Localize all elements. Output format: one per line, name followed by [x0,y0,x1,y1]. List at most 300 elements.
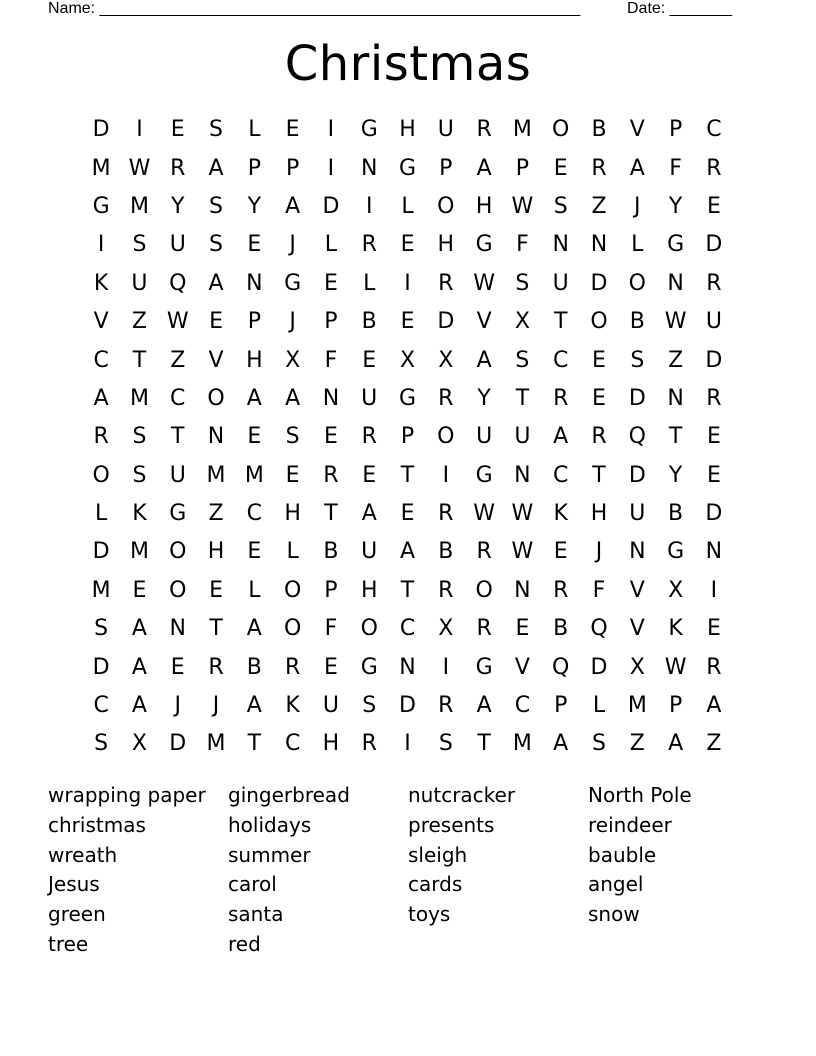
word-list-item: snow [588,902,640,927]
word-list-item: carol [228,872,277,897]
grid-letter: O [360,616,378,642]
grid-letter: R [323,462,339,488]
grid-letter: U [705,309,722,335]
grid-letter: N [399,654,416,680]
grid-letter: E [553,539,568,565]
grid-letter: Z [170,347,186,373]
grid-letter: R [438,385,454,411]
grid-letter: Q [590,616,608,642]
grid-row [82,418,733,456]
grid-letter: C [553,462,569,488]
grid-letter: N [667,270,684,296]
grid-letter: A [706,693,722,719]
grid-row [82,341,733,379]
grid-letter: X [131,731,147,757]
grid-letter: Y [477,385,491,411]
grid-letter: R [438,501,454,527]
grid-letter: U [361,539,378,565]
grid-row [82,572,733,610]
grid-letter: L [363,270,376,296]
grid-letter: E [706,193,721,219]
grid-letter: R [553,385,569,411]
grid-row [82,533,733,571]
grid-letter: M [627,693,647,719]
grid-letter: O [437,424,455,450]
grid-letter: O [437,193,455,219]
grid-letter: T [247,731,262,757]
grid-letter: Q [552,654,570,680]
word-list-item: gingerbread [228,783,350,807]
grid-letter: R [706,155,722,181]
grid-letter: H [399,117,416,143]
grid-letter: O [169,539,187,565]
grid-letter: D [590,654,608,680]
grid-letter: J [289,232,296,258]
page-title: Christmas [284,36,532,92]
grid-letter: P [554,693,568,719]
grid-letter: O [283,616,302,642]
grid-letter: T [209,616,223,642]
word-list-item: tree [48,931,89,956]
grid-letter: R [476,616,492,642]
grid-letter: X [399,347,416,373]
grid-letter: T [324,501,338,527]
word-list-item: summer [228,842,311,867]
grid-letter: R [170,155,186,181]
grid-letter: K [93,270,109,296]
grid-letter: D [628,462,646,488]
grid-letter: J [634,193,641,219]
grid-letter: F [324,347,338,373]
grid-letter: B [438,539,454,565]
grid-letter: H [207,539,225,565]
grid-letter: H [246,347,263,373]
grid-letter: F [669,155,682,181]
grid-letter: B [361,309,377,335]
grid-letter: A [361,501,377,527]
grid-letter: U [629,501,646,527]
grid-letter: N [322,385,340,411]
grid-letter: R [476,117,492,143]
grid-letter: S [94,616,109,642]
grid-letter: D [92,654,110,680]
grid-letter: W [128,155,151,181]
grid-letter: E [323,424,338,450]
grid-letter: P [515,155,530,181]
grid-letter: T [592,462,606,488]
date-field[interactable]: Date: _______ [627,0,732,17]
grid-letter: B [668,501,684,527]
grid-letter: S [362,693,377,719]
grid-row [82,380,733,418]
grid-letter: R [361,232,377,258]
grid-letter: Y [668,462,683,488]
grid-letter: D [169,731,187,757]
grid-letter: U [514,424,531,450]
grid-letter: R [93,424,109,450]
grid-letter: S [630,347,645,373]
word-list-item: green [48,902,106,927]
grid-letter: J [174,693,181,719]
grid-letter: G [475,462,493,488]
grid-letter: M [512,117,532,143]
word-list-item: wreath [48,842,118,867]
grid-letter: P [668,117,683,143]
grid-row [82,111,733,149]
grid-row [82,303,733,341]
grid-row [82,188,733,226]
grid-letter: P [285,155,300,181]
word-list-item: christmas [48,812,146,837]
grid-letter: G [667,232,685,258]
grid-letter: R [553,577,569,603]
grid-letter: R [361,731,377,757]
grid-letter: D [437,309,455,335]
grid-letter: S [132,232,147,258]
grid-letter: D [399,693,416,719]
grid-row [82,149,733,187]
grid-letter: M [129,539,149,565]
grid-letter: E [400,232,415,258]
name-date-header [48,0,748,20]
letter-grid [82,111,733,764]
grid-letter: J [289,309,296,335]
grid-letter: L [324,232,338,258]
grid-letter: E [362,347,377,373]
grid-letter: Y [247,193,262,219]
grid-letter: A [285,193,301,219]
grid-letter: O [475,577,493,603]
grid-letter: N [360,155,378,181]
grid-letter: L [401,193,414,219]
word-list-item: presents [408,812,495,837]
grid-letter: M [91,577,111,603]
grid-letter: A [131,693,147,719]
grid-letter: S [132,424,147,450]
grid-letter: O [283,577,302,603]
grid-letter: I [327,117,335,143]
grid-letter: V [93,309,109,335]
grid-letter: A [553,424,569,450]
grid-letter: D [628,385,646,411]
grid-letter: W [664,654,687,680]
grid-letter: M [206,731,226,757]
grid-letter: N [514,462,531,488]
grid-letter: A [476,347,492,373]
grid-letter: O [207,385,225,411]
grid-letter: I [97,232,105,258]
grid-letter: N [705,539,723,565]
word-list-item: holidays [228,812,312,837]
grid-letter: R [438,577,454,603]
grid-letter: N [207,424,225,450]
grid-letter: T [400,462,415,488]
grid-letter: V [629,117,645,143]
grid-letter: E [706,424,721,450]
grid-row [82,610,733,648]
grid-row [82,265,733,303]
grid-letter: C [514,693,531,719]
grid-letter: F [516,232,529,258]
grid-letter: C [706,117,722,143]
grid-letter: W [473,501,495,527]
grid-letter: G [360,117,378,143]
grid-letter: S [515,347,530,373]
grid-letter: S [553,193,568,219]
grid-letter: S [209,193,224,219]
grid-letter: X [438,347,454,373]
grid-letter: M [206,462,226,488]
grid-letter: L [248,577,261,603]
word-list-item: bauble [588,842,657,867]
word-list-item: red [228,931,261,956]
grid-letter: E [247,232,262,258]
grid-letter: C [246,501,263,527]
grid-letter: W [511,193,534,219]
grid-letter: R [438,693,454,719]
grid-letter: U [437,117,454,143]
grid-letter: E [170,117,185,143]
grid-letter: E [706,616,721,642]
grid-letter: S [209,232,224,258]
grid-letter: P [324,309,338,335]
word-list-item: cards [408,872,463,897]
grid-letter: U [169,232,186,258]
grid-row [82,457,733,495]
grid-letter: E [400,501,415,527]
grid-letter: I [404,270,411,296]
grid-letter: C [93,347,109,373]
grid-letter: N [552,232,569,258]
grid-letter: T [553,309,568,335]
grid-letter: E [515,616,530,642]
grid-letter: A [476,155,492,181]
grid-letter: W [511,539,534,565]
grid-row [82,648,733,686]
grid-letter: P [668,693,683,719]
grid-letter: B [553,616,569,642]
grid-letter: C [553,347,569,373]
word-list-item: wrapping paper [48,783,206,807]
grid-letter: Q [169,270,187,296]
grid-letter: D [705,501,723,527]
grid-letter: S [592,731,606,757]
grid-letter: W [511,501,534,527]
grid-letter: G [475,232,493,258]
grid-letter: N [514,577,531,603]
grid-letter: N [667,385,684,411]
grid-letter: U [322,693,339,719]
grid-letter: A [399,539,416,565]
grid-letter: C [284,731,301,757]
grid-letter: D [590,270,608,296]
grid-letter: G [360,654,378,680]
grid-letter: E [247,424,262,450]
grid-letter: A [208,155,224,181]
grid-letter: I [327,155,335,181]
grid-letter: G [92,193,110,219]
grid-letter: T [668,424,683,450]
grid-letter: Z [591,193,607,219]
grid-letter: A [131,616,147,642]
grid-letter: M [129,193,149,219]
grid-letter: Z [629,731,645,757]
grid-letter: T [477,731,491,757]
grid-letter: G [284,270,302,296]
grid-letter: A [553,731,569,757]
grid-letter: H [360,577,378,603]
grid-letter: H [284,501,301,527]
grid-letter: U [552,270,569,296]
grid-letter: R [706,270,722,296]
grid-letter: E [400,309,415,335]
grid-letter: A [668,731,684,757]
grid-letter: A [476,693,492,719]
grid-letter: U [131,270,148,296]
grid-letter: R [361,424,377,450]
grid-letter: N [590,232,608,258]
grid-letter: Y [171,193,185,219]
grid-letter: V [514,654,530,680]
name-field[interactable]: Name: ______________________________________________________ [48,0,581,17]
word-list-item: North Pole [588,783,692,807]
grid-letter: X [514,309,530,335]
grid-letter: Z [668,347,684,373]
grid-letter: R [706,385,722,411]
grid-letter: E [323,270,338,296]
grid-row [82,725,733,763]
grid-letter: U [169,462,186,488]
grid-letter: S [515,270,530,296]
grid-letter: U [361,385,378,411]
grid-letter: Z [208,501,224,527]
grid-letter: D [705,347,723,373]
grid-letter: B [323,539,339,565]
grid-letter: G [398,385,417,411]
grid-letter: E [209,309,223,335]
grid-letter: G [475,654,493,680]
word-list-item: Jesus [48,872,100,897]
grid-letter: E [247,539,262,565]
grid-letter: Q [628,424,646,450]
grid-letter: E [553,155,568,181]
grid-letter: J [595,539,603,565]
grid-letter: Z [706,731,722,757]
grid-letter: C [399,616,416,642]
grid-letter: M [129,385,149,411]
grid-row [82,495,733,533]
grid-letter: C [93,693,109,719]
grid-letter: O [628,270,646,296]
grid-row [82,226,733,264]
grid-letter: E [285,117,300,143]
grid-letter: H [590,501,608,527]
grid-letter: R [208,654,224,680]
grid-letter: S [94,731,109,757]
grid-letter: P [247,155,261,181]
grid-letter: M [512,731,532,757]
grid-letter: B [591,117,607,143]
grid-letter: T [132,347,147,373]
grid-letter: I [136,117,143,143]
grid-letter: R [706,654,722,680]
grid-letter: D [92,117,110,143]
grid-letter: W [664,309,687,335]
grid-letter: I [442,654,450,680]
grid-letter: H [437,232,455,258]
grid-letter: G [169,501,187,527]
grid-letter: U [476,424,493,450]
grid-letter: H [475,193,493,219]
grid-letter: X [285,347,301,373]
grid-letter: V [629,577,645,603]
grid-letter: P [247,309,261,335]
word-list-item: reindeer [588,812,672,837]
grid-letter: A [629,155,645,181]
grid-letter: M [91,155,111,181]
grid-letter: I [404,731,411,757]
word-list-item: nutcracker [408,783,516,807]
grid-letter: W [166,309,189,335]
grid-letter: A [93,385,109,411]
grid-letter: N [629,539,646,565]
grid-letter: E [362,462,377,488]
grid-letter: P [439,155,453,181]
grid-letter: K [553,501,568,527]
grid-letter: V [476,309,492,335]
grid-letter: D [92,539,110,565]
grid-letter: L [248,117,261,143]
grid-letter: R [591,155,607,181]
grid-letter: P [324,577,338,603]
word-list-item: sleigh [408,842,468,867]
word-list [48,781,768,960]
grid-letter: W [473,270,495,296]
grid-letter: K [132,501,147,527]
grid-letter: O [552,117,570,143]
grid-letter: V [629,616,645,642]
grid-letter: F [592,577,606,603]
grid-letter: L [631,232,644,258]
grid-letter: B [246,654,262,680]
grid-letter: I [442,462,450,488]
grid-letter: A [246,616,262,642]
grid-letter: X [438,616,454,642]
grid-letter: Y [668,193,683,219]
grid-letter: O [590,309,608,335]
grid-letter: E [209,577,223,603]
grid-letter: V [208,347,224,373]
grid-letter: T [400,577,415,603]
grid-letter: A [131,654,147,680]
grid-letter: O [92,462,110,488]
grid-letter: H [322,731,340,757]
grid-letter: E [132,577,147,603]
grid-letter: I [710,577,718,603]
grid-letter: N [169,616,186,642]
grid-row [82,687,733,725]
grid-letter: G [398,155,417,181]
grid-letter: X [629,654,645,680]
grid-letter: R [476,539,492,565]
grid-letter: S [132,462,147,488]
grid-letter: R [591,424,607,450]
word-list-item: angel [588,872,644,897]
grid-letter: L [286,539,299,565]
grid-letter: E [285,462,300,488]
grid-letter: E [323,654,338,680]
word-list-item: santa [228,902,284,927]
